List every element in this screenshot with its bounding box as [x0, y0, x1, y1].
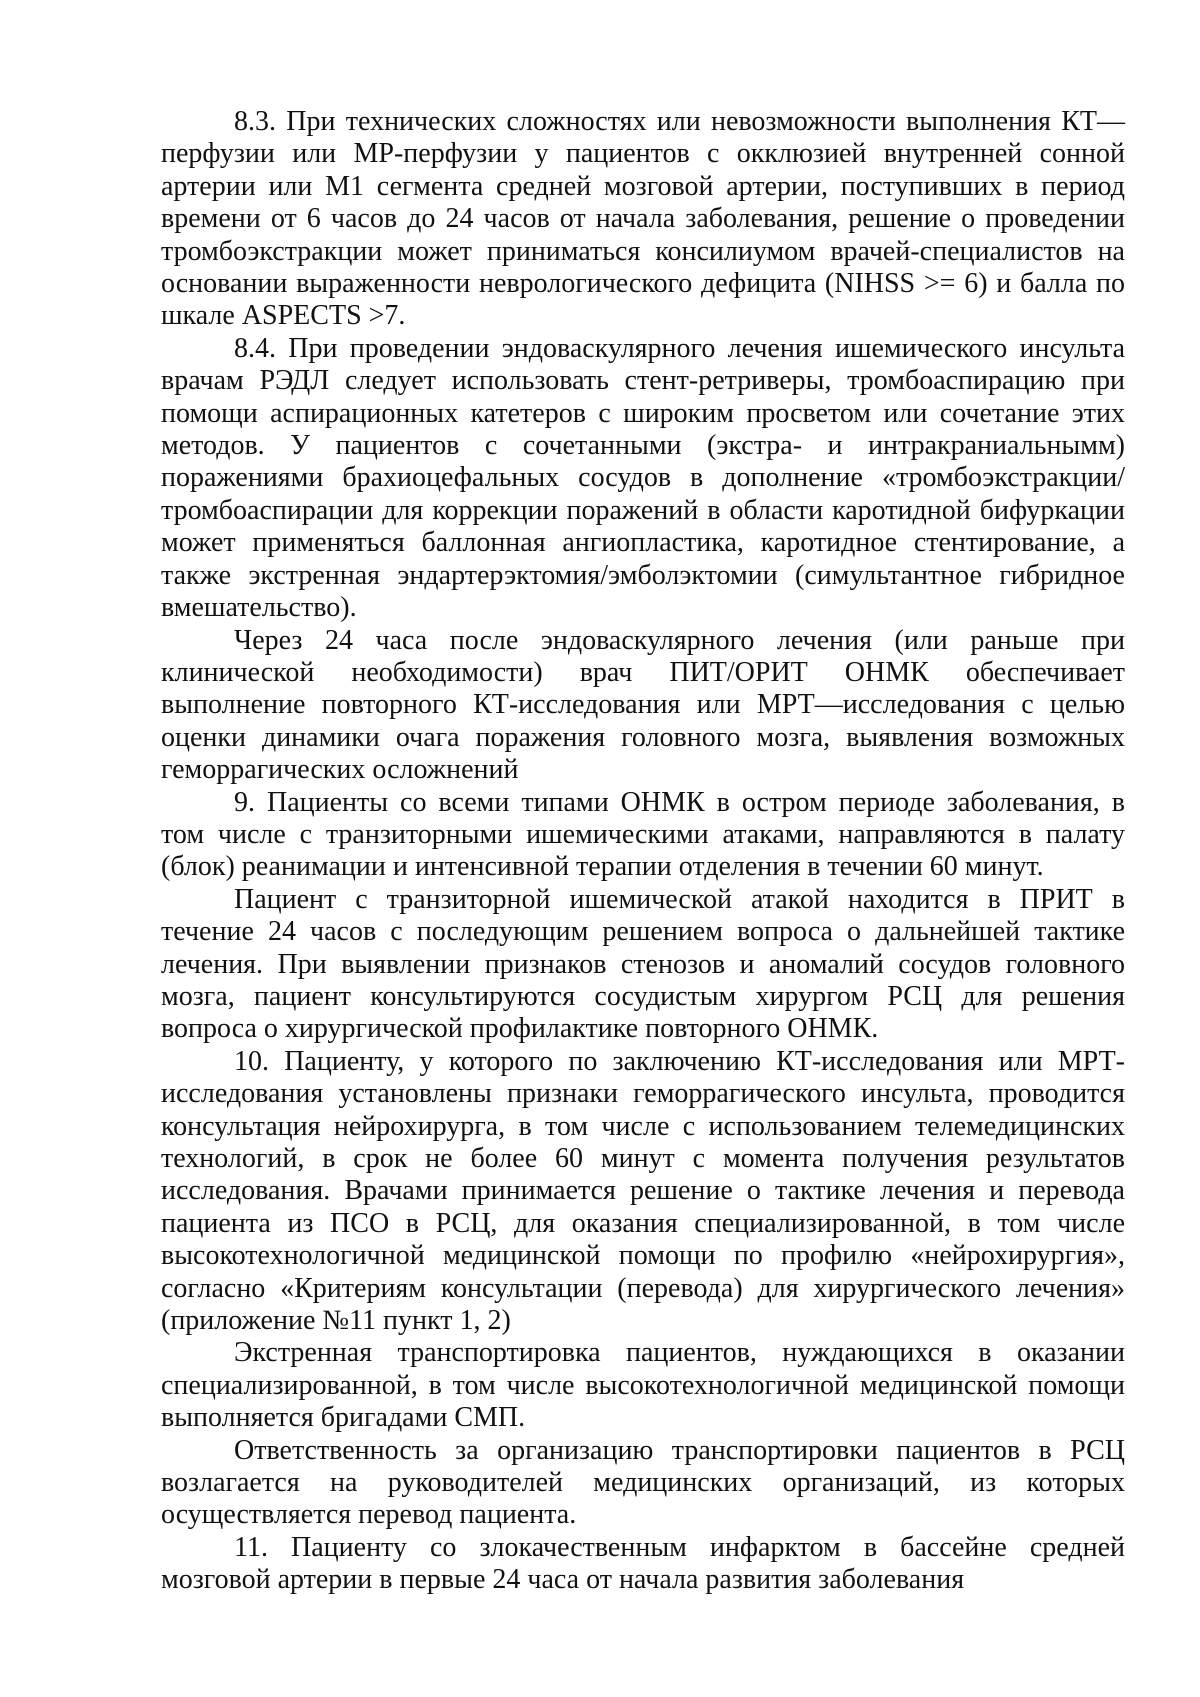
paragraph-8-4: 8.4. При проведении эндоваскулярного лечения ишемического инсульта врачам РЭДЛ следует использовать стент-ретриверы, тромбоаспирацию при помощи аспирационных катетеров с широким просветом или сочетание этих методов. У пациентов с сочетанными (экстра- и интракраниальнымм) поражениями брахиоцефальных сосудов в дополнение «тромбоэкстракции/тромбоаспирации для коррекции поражений в области каротидной бифуркации может применяться баллонная ангиопластика, каротидное стентирование, а также экстренная эндартерэктомия/эмболэктомии (симультантное гибридное вмешательство).	[161, 332, 1125, 624]
paragraph-11: 11. Пациенту со злокачественным инфарктом в бассейне средней мозговой артерии в первые 24 часа от начала развития заболевания	[161, 1531, 1125, 1596]
paragraph-9: 9. Пациенты со всеми типами ОНМК в остром периоде заболевания, в том числе с транзиторными ишемическими атаками, направляются в палату (блок) реанимации и интенсивной терапии отделения в течении 60 минут.	[161, 786, 1125, 883]
paragraph-repeat-ct: Через 24 часа после эндоваскулярного лечения (или раньше при клинической необходимости) врач ПИТ/ОРИТ ОНМК обеспечивает выполнение повторного КТ-исследования или МРТ—исследования с целью оценки динамики очага поражения головного мозга, выявления возможных геморрагических осложнений	[161, 624, 1125, 786]
body-text	[161, 106, 1125, 1597]
paragraph-8-3: 8.3. При технических сложностях или невозможности выполнения КТ—перфузии или МР-перфузии у пациентов с окклюзией внутренней сонной артерии или М1 сегмента средней мозговой артерии, поступивших в период времени от 6 часов до 24 часов от начала заболевания, решение о проведении тромбоэкстракции может приниматься консилиумом врачей-специалистов на основании выраженности неврологического дефицита (NIHSS >= 6) и балла по шкале ASPECTS >7.	[161, 106, 1125, 332]
paragraph-10: 10. Пациенту, у которого по заключению КТ-исследования или МРТ-исследования установлены признаки геморрагического инсульта, проводится консультация нейрохирурга, в том числе с использованием телемедицинских технологий, в срок не более 60 минут с момента получения результатов исследования. Врачами принимается решение о тактике лечения и перевода пациента из ПСО в РСЦ, для оказания специализированной, в том числе высокотехнологичной медицинской помощи по профилю «нейрохирургия», согласно «Критериям консультации (перевода) для хирургического лечения» (приложение №11 пункт 1, 2)	[161, 1045, 1125, 1337]
paragraph-responsibility: Ответственность за организацию транспортировки пациентов в РСЦ возлагается на руководителей медицинских организаций, из которых осуществляется перевод пациента.	[161, 1434, 1125, 1531]
paragraph-transport: Экстренная транспортировка пациентов, нуждающихся в оказании специализированной, в том числе высокотехнологичной медицинской помощи выполняется бригадами СМП.	[161, 1337, 1125, 1434]
paragraph-tia: Пациент с транзиторной ишемической атакой находится в ПРИТ в течение 24 часов с последующим решением вопроса о дальнейшей тактике лечения. При выявлении признаков стенозов и аномалий сосудов головного мозга, пациент консультируются сосудистым хирургом РСЦ для решения вопроса о хирургической профилактике повторного ОНМК.	[161, 883, 1125, 1045]
